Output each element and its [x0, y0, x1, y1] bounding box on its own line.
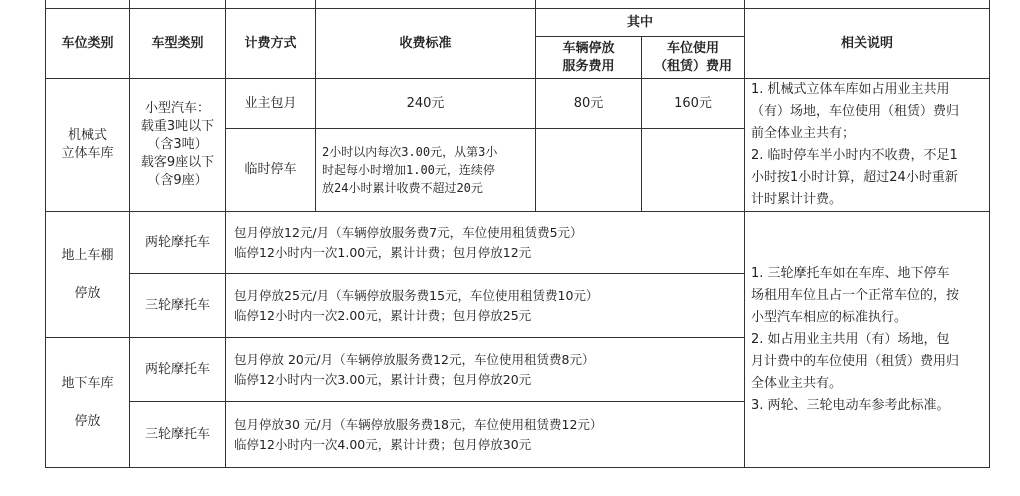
header-rent-fee: 车位使用 （租赁）费用 [642, 37, 745, 79]
garage-vehicle: 小型汽车： 载重3吨以下 （含3吨） 载客9座以下 （含9座） [130, 79, 226, 212]
garage-monthly-row [46, 79, 990, 129]
garage-monthly-billing: 业主包月 [226, 79, 316, 129]
shed-category: 地上车棚 停放 [46, 212, 130, 338]
underground-two-wheel-standard: 包月停放 20元/月（车辆停放服务费12元，车位使用租赁费8元） 临停12小时内一次3.00元，累计计费；包月停放20元 [226, 338, 745, 402]
garage-temporary-billing: 临时停车 [226, 129, 316, 212]
garage-monthly-rent-fee: 160元 [642, 79, 745, 129]
header-vehicle-type: 车型类别 [130, 9, 226, 79]
shed-three-wheel-standard: 包月停放25元/月（车辆停放服务费15元，车位使用租赁费10元） 临停12小时内一次2.00元，累计计费；包月停放25元 [226, 274, 745, 338]
header-row-1 [46, 9, 990, 37]
header-billing: 计费方式 [226, 9, 316, 79]
garage-temporary-standard: 2小时以内每次3.00元，从第3小 时起每小时增加1.00元，连续停 放24小时累计收费不超过20元 [316, 129, 536, 212]
underground-three-wheel-standard: 包月停放30 元/月（车辆停放服务费18元，车位使用租赁费12元） 临停12小时内一次4.00元，累计计费；包月停放30元 [226, 402, 745, 468]
shed-two-wheel-standard: 包月停放12元/月（车辆停放服务费7元，车位使用租赁费5元） 临停12小时内一次1.00元，累计计费；包月停放12元 [226, 212, 745, 274]
shed-three-wheel-vehicle: 三轮摩托车 [130, 274, 226, 338]
shed-two-wheel-row [46, 212, 990, 274]
garage-notes: 1. 机械式立体车库如占用业主共用 （有）场地，车位使用（租赁）费归 前全体业主共有； 2. 临时停车半小时内不收费，不足1 小时按1小时计算，超过24小时重新 计时累计计费。 [745, 79, 990, 212]
header-space-type: 车位类别 [46, 9, 130, 79]
header-notes: 相关说明 [745, 9, 990, 79]
header-standard: 收费标准 [316, 9, 536, 79]
top-stub-row [46, 0, 990, 9]
header-service-fee: 车辆停放 服务费用 [536, 37, 642, 79]
garage-monthly-service-fee: 80元 [536, 79, 642, 129]
underground-category: 地下车库 停放 [46, 338, 130, 468]
garage-category: 机械式 立体车库 [46, 79, 130, 212]
parking-fee-table [45, 0, 990, 468]
motor-notes: 1. 三轮摩托车如在车库、地下停车 场租用车位且占一个正常车位的，按 小型汽车相应的标准执行。 2. 如占用业主共用（有）场地，包 月计费中的车位使用（租赁）费用归 全体业主共有。 3. 两轮、三轮电动车参考此标准。 [745, 212, 990, 468]
shed-two-wheel-vehicle: 两轮摩托车 [130, 212, 226, 274]
underground-two-wheel-vehicle: 两轮摩托车 [130, 338, 226, 402]
garage-monthly-standard: 240元 [316, 79, 536, 129]
underground-three-wheel-vehicle: 三轮摩托车 [130, 402, 226, 468]
header-of-which: 其中 [536, 9, 745, 37]
